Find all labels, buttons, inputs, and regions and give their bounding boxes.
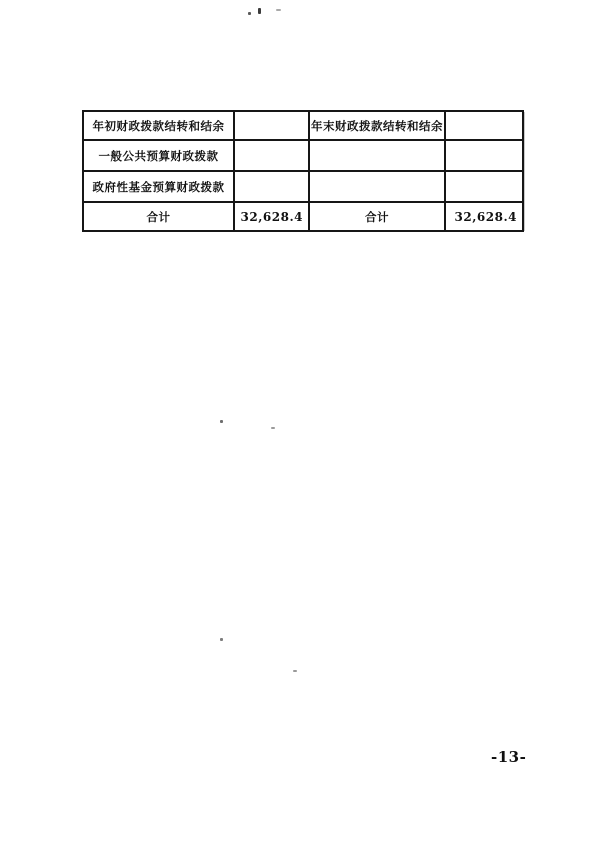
cell-general-public-budget-value1	[234, 140, 309, 171]
cell-govt-fund-budget-value2	[445, 171, 523, 202]
cell-general-public-budget-mid	[309, 140, 445, 171]
cell-general-public-budget-value2	[445, 140, 523, 171]
scan-speck	[271, 427, 275, 429]
cell-year-end-carryover-label: 年末财政拨款结转和结余	[309, 111, 445, 140]
table-row	[83, 171, 523, 202]
cell-total-value-right: 32,628.4	[445, 202, 523, 231]
cell-govt-fund-budget-value1	[234, 171, 309, 202]
table-row	[83, 140, 523, 171]
financial-appropriations-table	[82, 110, 524, 232]
cell-general-public-budget-label: 一般公共预算财政拨款	[83, 140, 234, 171]
cell-year-start-carryover-label: 年初财政拨款结转和结余	[83, 111, 234, 140]
scan-shadow-line	[524, 112, 525, 231]
scan-speck	[220, 420, 223, 423]
cell-govt-fund-budget-mid	[309, 171, 445, 202]
scan-speck	[248, 12, 251, 15]
cell-year-start-carryover-value	[234, 111, 309, 140]
cell-govt-fund-budget-label: 政府性基金预算财政拨款	[83, 171, 234, 202]
page-number: -13-	[491, 748, 527, 766]
scan-speck	[258, 8, 261, 14]
scan-speck	[293, 670, 297, 672]
cell-total-label-right: 合计	[309, 202, 445, 231]
scan-speck	[276, 9, 281, 11]
table-row	[83, 111, 523, 140]
table-row	[83, 202, 523, 231]
scan-speck	[220, 638, 223, 641]
cell-total-value-left: 32,628.4	[234, 202, 309, 231]
cell-total-label-left: 合计	[83, 202, 234, 231]
cell-year-end-carryover-value	[445, 111, 523, 140]
